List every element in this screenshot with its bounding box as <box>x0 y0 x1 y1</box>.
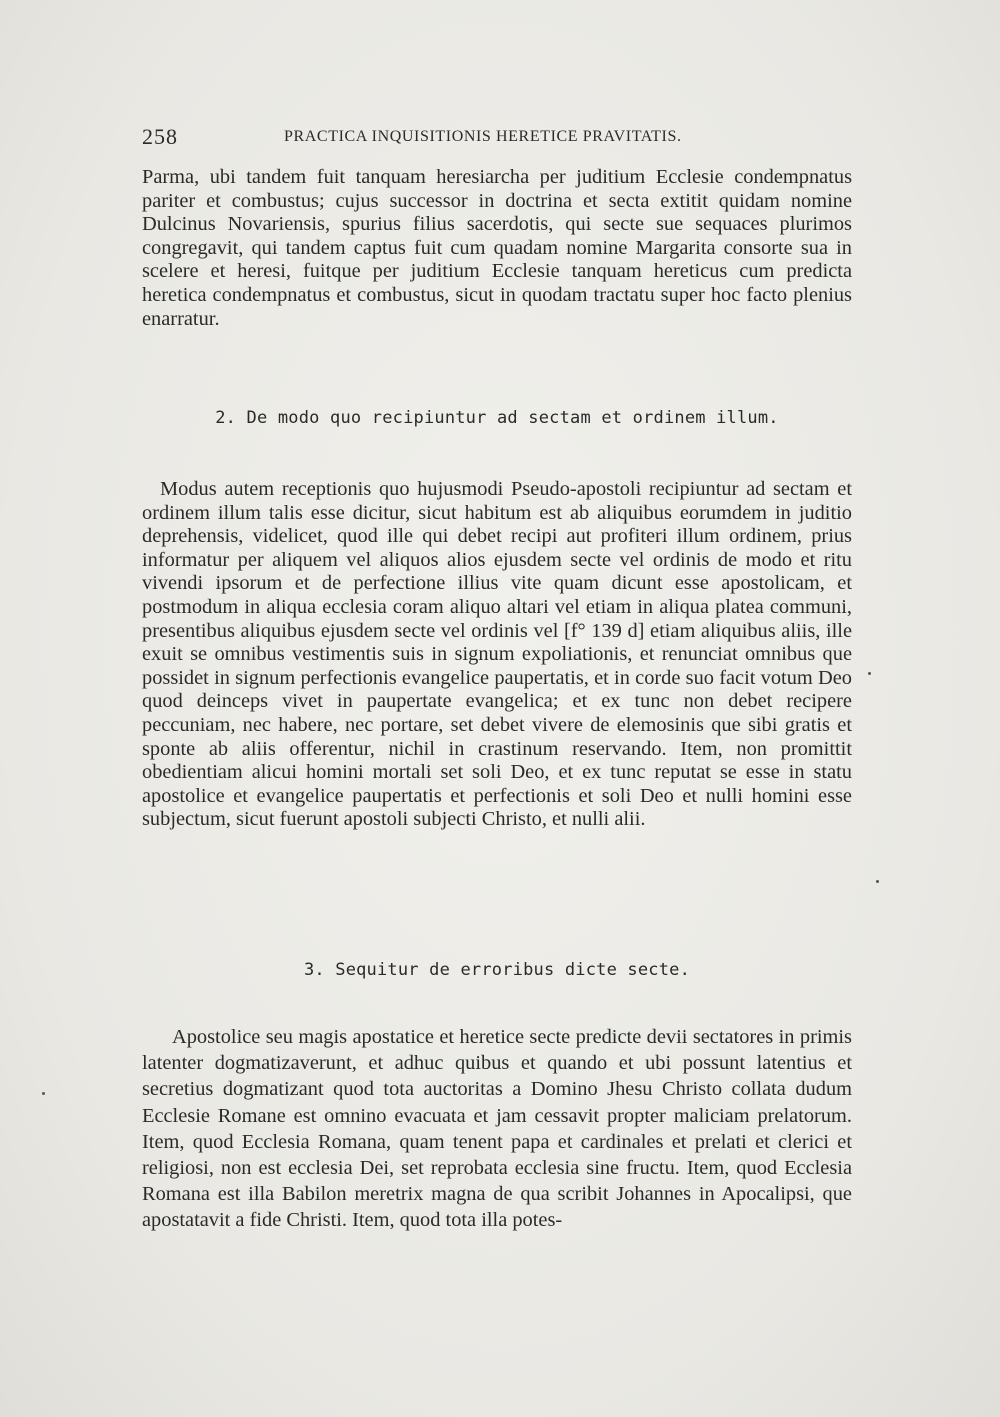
section-heading-2: 2. De modo quo recipiuntur ad sectam et ordinem illum. <box>215 408 779 428</box>
print-speck <box>42 1092 45 1095</box>
paragraph-reception-rite: Modus autem receptionis quo hujusmodi Pseudo-apostoli recipiuntur ad sectam et ordinem illum talis esse dicitur, sicut habitum est ab aliquibus eorumdem in juditio deprehensis, videlicet, quod ille qui debet recipi aut profiteri illum ordinem, prius informatur per aliquem vel aliquos alios ejusdem secte vel ordinis de modo et ritu vivendi ipsorum et de perfectione illius vite quam dicunt esse apostolicam, et postmodum in aliqua ecclesia coram aliquo altari vel etiam in aliqua platea communi, presentibus aliquibus ejusdem secte vel ordinis vel [f° 139 d] etiam aliquibus aliis, ille exuit se omnibus vestimentis suis in signum expoliationis, et renunciat omnibus que possidet in signum perfectionis evangelice paupertatis, et in corde suo facit votum Deo quod deinceps vivet in paupertate evangelica; et ex tunc non debet recipere peccuniam, nec habere, nec portare, set debet vivere de elemosinis que sibi gratis et sponte ab aliis offerentur, nichil in crastinum reservando. Item, non promittit obedientiam alicui homini mortali set soli Deo, et ex tunc reputat se esse in statu apostolice et evangelice paupertatis et perfectionis et soli Deo et nulli homini esse subjectum, sicut fuerunt apostoli subjecti Christo, et nulli alii. <box>142 478 852 831</box>
print-speck <box>876 880 879 883</box>
section-heading-3: 3. Sequitur de erroribus dicte secte. <box>303 960 691 980</box>
running-title: PRACTICA INQUISITIONIS HERETICE PRAVITATIS. <box>284 128 682 145</box>
print-speck <box>868 672 871 675</box>
paragraph-continuation: Parma, ubi tandem fuit tanquam heresiarcha per juditium Ecclesie condempnatus pariter et combustus; cujus successor in doctrina et secta extitit quidam nomine Dulcinus Novariensis, spurius filius sacerdotis, qui secte sue sequaces plurimos congregavit, qui tandem captus fuit cum quadam nomine Margarita consorte sua in scelere et heresi, fuitque per juditium Ecclesie tanquam hereticus cum predicta heretica condempnatus et combustus, sicut in quodam tractatu super hoc facto plenius enarratur. <box>142 166 852 330</box>
paragraph-errors: Apostolice seu magis apostatice et heretice secte predicte devii sectatores in primis latenter dogmatizaverunt, et adhuc quibus et quando et ubi possunt latentius et secretius dogmatizant quod tota auctoritas a Domino Jhesu Christo collata dudum Ecclesie Romane est omnino evacuata et jam cessavit propter maliciam prelatorum. Item, quod Ecclesia Romana, quam tenent papa et cardinales et prelati et clerici et religiosi, non est ecclesia Dei, set reprobata ecclesia sine fructu. Item, quod Ecclesia Romana est illa Babilon meretrix magna de qua scribit Johannes in Apocalipsi, que apostatavit a fide Christi. Item, quod tota illa potes- <box>142 1026 852 1232</box>
page-header <box>142 124 852 154</box>
page-number: 258 <box>142 124 178 149</box>
